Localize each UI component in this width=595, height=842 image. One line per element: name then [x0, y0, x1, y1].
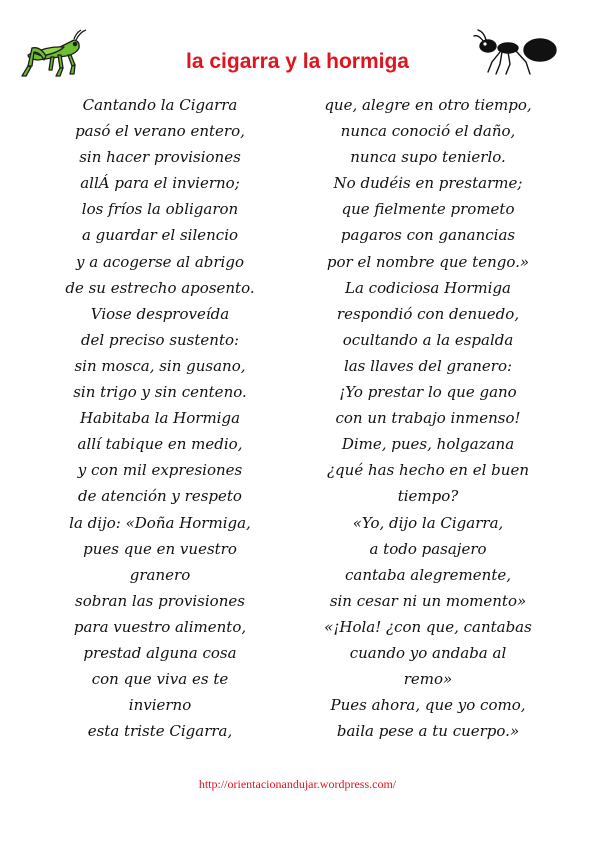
poem-line: Cantando la Cigarra	[82, 96, 238, 114]
poem-line: sin cesar ni un momento»	[329, 591, 527, 610]
poem-line: del preciso sustento:	[80, 330, 240, 349]
poem-line: de su estrecho aposento.	[65, 278, 255, 297]
poem-line: de atención y respeto	[78, 487, 242, 506]
poem-line: por el nombre que tengo.»	[326, 252, 530, 271]
poem-line: «Yo, dijo la Cigarra,	[352, 513, 504, 532]
poem-line: La codiciosa Hormiga	[345, 278, 511, 297]
poem-line: pues que en vuestro	[83, 539, 237, 558]
poem-line: Dime, pues, holgazana	[341, 435, 515, 454]
poem-line: pagaros con ganancias	[340, 226, 516, 245]
poem-line: allÁ para el invierno;	[80, 174, 240, 193]
page-title: la cigarra y la hormiga	[186, 50, 409, 73]
poem-line: las llaves del granero:	[343, 356, 513, 375]
poem-line: que, alegre en otro tiempo,	[324, 96, 532, 114]
poem-line: No dudéis en prestarme;	[333, 174, 523, 193]
poem-line: a guardar el silencio	[81, 226, 239, 245]
poem-column-left	[30, 92, 290, 744]
poem-line: ¡Yo prestar lo que gano	[339, 383, 517, 402]
poem-line: tiempo?	[397, 487, 459, 506]
poem-line: nunca conoció el daño,	[340, 122, 516, 141]
poem-line: ocultando a la espalda	[342, 330, 514, 349]
poem-line: cuando yo andaba al	[349, 643, 507, 662]
poem-line: baila pese a tu cuerpo.»	[336, 722, 520, 741]
poem-line: respondió con denuedo,	[336, 304, 520, 323]
poem-line: y a acogerse al abrigo	[76, 252, 244, 271]
poem-line: a todo pasajero	[369, 539, 487, 558]
poem-line: cantaba alegremente,	[345, 565, 511, 584]
poem-line: sobran las provisiones	[75, 591, 245, 610]
poem-line: Pues ahora, que yo como,	[330, 696, 526, 715]
poem-line: los fríos la obligaron	[81, 200, 239, 219]
poem-line: y con mil expresiones	[77, 461, 243, 480]
poem-column-right	[298, 92, 558, 744]
poem-line: allí tabique en medio,	[77, 435, 243, 454]
poem-line: pasó el verano entero,	[75, 122, 245, 141]
poem-line: invierno	[128, 696, 192, 715]
poem-line: con que viva es te	[91, 670, 229, 689]
poem-line: nunca supo tenierlo.	[350, 148, 506, 167]
poem-line: prestad alguna cosa	[83, 643, 237, 662]
poem-line: Habitaba la Hormiga	[79, 409, 241, 428]
poem-line: con un trabajo inmenso!	[335, 409, 521, 428]
footer-url[interactable]: http://orientacionandujar.wordpress.com/	[198, 777, 397, 791]
poem-line: Viose desproveída	[90, 304, 230, 323]
poem-line: que fielmente prometo	[341, 200, 515, 219]
poem-line: la dijo: «Doña Hormiga,	[69, 513, 251, 532]
poem-line: esta triste Cigarra,	[87, 722, 233, 741]
poem-line: sin mosca, sin gusano,	[74, 356, 246, 375]
poem-line: ¿qué has hecho en el buen	[327, 461, 529, 480]
poem-line: «¡Hola! ¿con que, cantabas	[324, 617, 532, 636]
poem-line: granero	[129, 565, 191, 584]
poem-line: sin trigo y sin centeno.	[73, 383, 247, 402]
poem-line: remo»	[403, 670, 453, 689]
poem-line: sin hacer provisiones	[79, 148, 241, 167]
poem-line: para vuestro alimento,	[73, 617, 247, 636]
